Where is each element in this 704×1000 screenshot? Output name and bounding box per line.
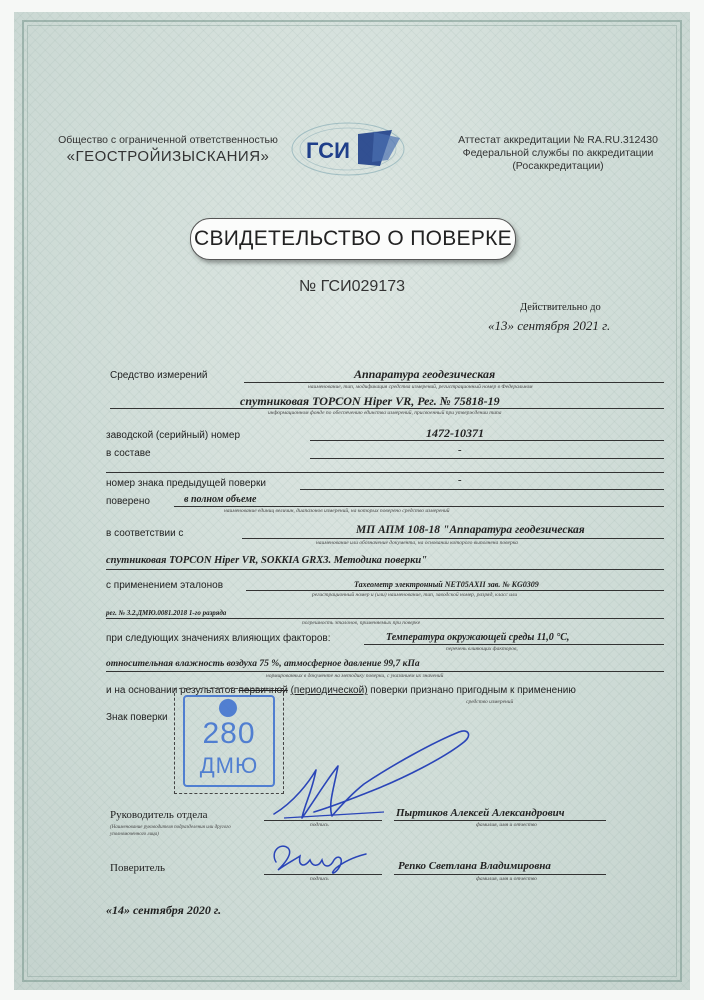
composition-value: - (458, 444, 462, 456)
rule (106, 472, 664, 473)
according-value2: спутниковая TOPCON Hiper VR, SOKKIA GRX3. Методика поверки" (106, 555, 428, 566)
org-name (58, 134, 278, 165)
rule (394, 820, 606, 821)
standards-value1: Тахеометр электронный NET05AXII зав. № KG0309 (354, 580, 539, 589)
head-name: Пыртиков Алексей Александрович (396, 807, 565, 819)
instrument-hint2: информационном фонде по обеспечению единства измерений, присвоенный при утверждении типа (268, 410, 502, 416)
rule (246, 590, 664, 591)
conditions-label: при следующих значениях влияющих факторов: (106, 633, 331, 644)
standards-value2: рег. № 3.2.ДМЮ.0081.2018 1-го разряда (106, 609, 227, 617)
scope-label: поверено (106, 496, 150, 507)
head-name-hint: фамилия, имя и отчество (476, 822, 537, 828)
rule (106, 618, 664, 619)
scope-value: в полном объеме (184, 494, 257, 505)
prev-mark-label: номер знака предыдущей поверки (106, 478, 266, 489)
standards-hint1: регистрационный номер и (или) наименование, тип, заводской номер, разряд, класс или (312, 592, 518, 598)
rule (264, 874, 382, 875)
issue-date: «14» сентября 2020 г. (106, 903, 222, 917)
rule (242, 538, 664, 539)
page-title: СВИДЕТЕЛЬСТВО О ПОВЕРКЕ (190, 218, 516, 260)
result-periodic: (периодической) (290, 685, 368, 696)
rule (110, 408, 664, 409)
gsi-logo (288, 120, 408, 178)
instrument-label: Средство измерений (110, 370, 208, 381)
according-label: в соответствии с (106, 528, 184, 539)
rule (300, 489, 664, 490)
instrument-hint1: наименование, тип, модификация средства измерений, регистрационный номер в Федеральном (308, 384, 533, 390)
verifier-label: Поверитель (110, 862, 166, 874)
rule (106, 671, 664, 672)
conditions-hint1: перечень влияющих факторов, (446, 646, 518, 652)
rule (310, 458, 664, 459)
logo-text: ГСИ (306, 138, 350, 163)
according-value1: МП АПМ 108-18 "Аппаратура геодезическая (356, 524, 585, 536)
conditions-value2: относительная влажность воздуха 75 %, атмосферное давление 99,7 кПа (106, 659, 420, 669)
verifier-name: Репко Светлана Владимировна (398, 860, 551, 872)
accreditation-line3: (Росаккредитации) (512, 160, 604, 172)
verifier-sig-hint: подпись (310, 876, 329, 882)
org-line1: Общество с ограниченной ответственностью (58, 134, 278, 146)
standards-label: с применением эталонов (106, 580, 224, 591)
mark-label: Знак поверки (106, 712, 168, 723)
stamp-code: ДМЮ (199, 753, 259, 778)
result-hint: средство измерений (466, 699, 514, 705)
rule (364, 644, 664, 645)
prev-mark-value: - (458, 474, 462, 486)
rule (244, 382, 664, 383)
valid-until-date: «13» сентября 2021 г. (488, 318, 611, 333)
rule (174, 506, 664, 507)
stamp-number: 280 (202, 717, 256, 750)
org-line2: «ГЕОСТРОЙИЗЫСКАНИЯ» (66, 148, 270, 165)
rule (394, 874, 606, 875)
result-prefix: и на основании результатов (106, 685, 239, 696)
composition-label: в составе (106, 448, 151, 459)
head-hint: (Наименование руководителя подразделения или другого уполномоченного лица) (110, 825, 231, 837)
rule (310, 440, 664, 441)
according-hint1: наименование или обозначение документа, на основании которого выполнена поверка (316, 540, 518, 546)
certificate-number: № ГСИ029173 (299, 278, 405, 295)
rule (106, 569, 664, 570)
certificate-sheet (14, 12, 690, 990)
scope-hint: наименование единиц величин, диапазонов измерений, на которых поверено средство измерений (224, 508, 450, 514)
head-sig-hint: подпись (310, 822, 329, 828)
standards-hint2: погрешность эталонов, применяемых при поверке (302, 620, 421, 626)
result-primary: первичной (238, 685, 288, 696)
verifier-name-hint: фамилия, имя и отчество (476, 876, 537, 882)
head-label: Руководитель отдела (110, 809, 208, 821)
stamp-emblem-icon (219, 699, 237, 717)
accreditation-block (444, 134, 672, 173)
serial-label: заводской (серийный) номер (106, 430, 241, 441)
accreditation-line2: Федеральной службы по аккредитации (462, 147, 654, 159)
instrument-value1: Аппаратура геодезическая (354, 367, 496, 381)
instrument-value2: спутниковая TOPCON Hiper VR, Рег. № 75818-19 (240, 394, 500, 408)
accreditation-line1: Аттестат аккредитации № RA.RU.312430 (458, 134, 658, 146)
rule (264, 820, 382, 821)
conditions-value1: Температура окружающей среды 11,0 °С, (386, 632, 570, 643)
result-suffix: поверки признано пригодным к применению (367, 685, 576, 696)
serial-value: 1472-10371 (426, 426, 484, 440)
conditions-hint2: нормированных в документе на методику поверки, с указанием их значений (266, 673, 444, 679)
valid-until-label: Действительно до (520, 302, 601, 313)
